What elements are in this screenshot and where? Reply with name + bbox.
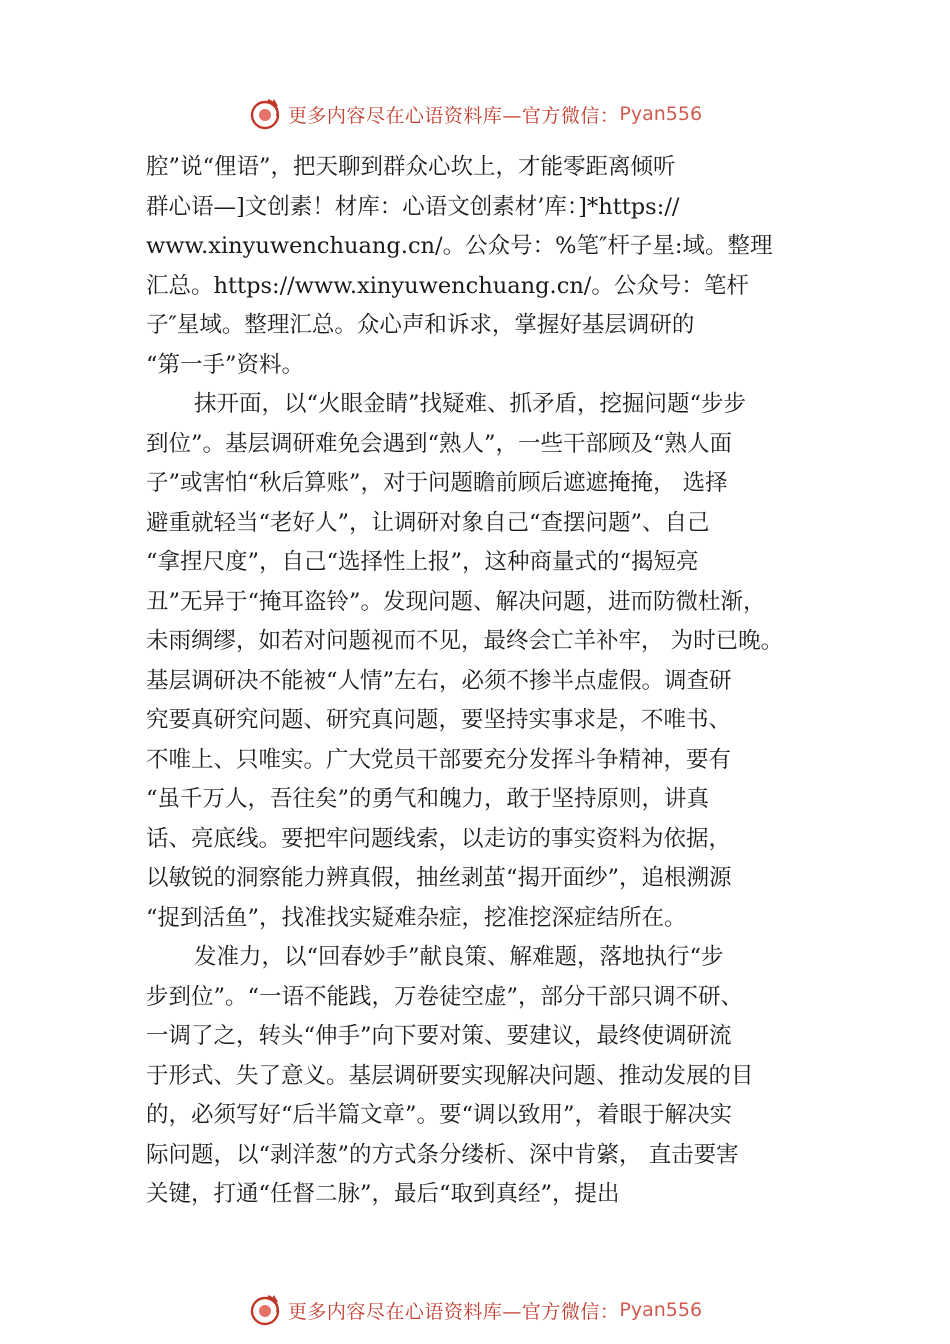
text-line: 丑”无异于“掩耳盗铃”。发现问题、解决问题，进而防微杜渐， (146, 588, 766, 615)
brand-logo-icon (248, 1292, 284, 1328)
text-line: 关键，打通“任督二脉”，最后“取到真经”，提出 (146, 1181, 620, 1207)
banner-text: 更多内容尽在心语资料库—官方微信： (287, 104, 620, 127)
text-line: 际问题，以“剥洋葱”的方式条分缕析、深中肯綮， 直击要害 (146, 1141, 739, 1168)
text-line: 基层调研决不能被“人情”左右，必须不掺半点虚假。调查研 (146, 667, 732, 694)
text-line: 话、亮底线。要把牢问题线索，以走访的事实资料为依据， (146, 825, 732, 852)
footer-banner (0, 1290, 950, 1330)
text-line: 究要真研究问题、研究真问题，要坚持实事求是，不唯书、 (146, 707, 732, 733)
text-line: 一调了之，转头“伸手”向下要对策、要建议，最终使调研流 (146, 1023, 732, 1049)
text-line: “拿捏尺度”，自己“选择性上报”，这种商量式的“揭短亮 (146, 549, 699, 575)
brand-logo-icon (248, 96, 284, 132)
text-line: 到位”。基层调研难免会遇到“熟人”，一些干部顾及“熟人面 (146, 430, 733, 457)
text-line: 子”或害怕“秋后算账”，对于问题瞻前顾后遮遮掩掩， 选择 (146, 470, 728, 496)
text-line: 群心语—]文创素！材库：心语文创素材’库：]*https:// (146, 193, 680, 220)
text-line: 发准力，以“回春妙手”献良策、解难题，落地执行“步 (194, 944, 724, 970)
text-line: “第一手”资料。 (146, 351, 305, 378)
banner-wechat-id: Pyan556 (619, 103, 703, 125)
text-line: “捉到活鱼”，找准找实疑难杂症，挖准挖深症结所在。 (146, 904, 687, 931)
banner-wechat-id: Pyan556 (619, 1299, 703, 1321)
header-banner (0, 94, 950, 134)
text-line: 未雨绸缪，如若对问题视而不见，最终会亡羊补牢， 为时已晚。 (146, 628, 784, 654)
text-line: www.xinyuwenchuang.cn/。公众号：%笔″杆子星:域。整理 (146, 233, 773, 259)
text-line: 于形式、失了意义。基层调研要实现解决问题、推动发展的目 (146, 1062, 754, 1089)
text-line: 步到位”。“一语不能践，万卷徒空虚”，部分干部只调不研、 (146, 983, 744, 1010)
text-line: 子″星域。整理汇总。众心声和诉求，掌握好基层调研的 (146, 312, 695, 338)
text-line: 以敏锐的洞察能力辨真假，抽丝剥茧“揭开面纱”，追根溯源 (146, 865, 732, 891)
text-line: “虽千万人，吾往矣”的勇气和魄力，敢于坚持原则，讲真 (146, 786, 710, 812)
banner-text: 更多内容尽在心语资料库—官方微信： (287, 1300, 620, 1323)
text-line: 腔”说“俚语”，把天聊到群众心坎上，才能零距离倾听 (146, 154, 676, 180)
text-line: 避重就轻当“老好人”，让调研对象自己“查摆问题”、自己 (146, 509, 710, 536)
text-line: 抹开面，以“火眼金睛”找疑难、抓矛盾，挖掘问题“步步 (194, 391, 747, 417)
text-line: 的，必须写好“后半篇文章”。要“调以致用”，着眼于解决实 (146, 1102, 733, 1128)
text-line: 汇总。https://www.xinyuwenchuang.cn/。公众号：笔杆 (146, 272, 749, 299)
text-line: 不唯上、只唯实。广大党员干部要充分发挥斗争精神，要有 (146, 746, 732, 773)
document-body (146, 148, 836, 1215)
